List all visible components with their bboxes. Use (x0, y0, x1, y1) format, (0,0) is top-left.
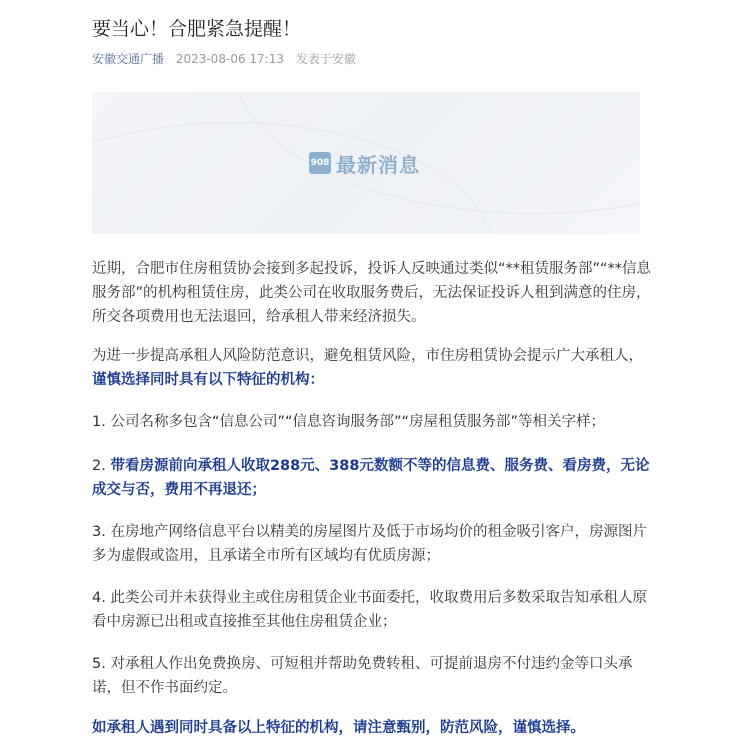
publish-location: 发表于安徽 (295, 52, 356, 66)
paragraph-closing: 如承租人遇到同时具备以上特征的机构，请注意甄别，防范风险，谨慎选择。 (92, 720, 585, 736)
publish-datetime: 2023-08-06 17:13 (175, 52, 284, 66)
paragraph-warning (92, 344, 652, 392)
article-banner-image (92, 92, 640, 234)
warning-text: 为进一步提高承租人风险防范意识，避免租赁风险，市住房租赁协会提示广大承租人， (92, 348, 643, 364)
list-item-5: 5. 对承租人作出免费换房、可短租并帮助免费转租、可提前退房不付违约金等口头承诺，但不作书面约定。 (92, 656, 633, 696)
banner-headline: 最新消息 (336, 152, 420, 177)
article-title: 要当心！合肥紧急提醒！ (92, 18, 302, 40)
author-link[interactable]: 安徽交通广播 (92, 52, 165, 66)
radio-logo-icon: 908 (309, 152, 331, 174)
banner-content (309, 149, 420, 177)
list-item-2-number: 2. (92, 458, 111, 474)
list-item-1: 1. 公司名称多包含“信息公司”“信息咨询服务部”“房屋租赁服务部”等相关字样； (92, 414, 606, 430)
article-meta (92, 50, 364, 67)
list-item-2-text: 带看房源前向承租人收取288元、388元数额不等的信息费、服务费、看房费，无论成交与否，费用不再退还； (92, 458, 650, 498)
warning-emphasis: 谨慎选择同时具有以下特征的机构： (92, 372, 324, 388)
list-item-3: 3. 在房地产网络信息平台以精美的房屋图片及低于市场均价的租金吸引客户，房源图片多为虚假或盗用，且承诺全市所有区域均有优质房源； (92, 524, 647, 564)
list-item-2 (92, 454, 652, 502)
list-item-4: 4. 此类公司并未获得业主或住房租赁企业书面委托，收取费用后多数采取告知承租人原看中房源已出租或直接推至其他住房租赁企业； (92, 590, 647, 630)
paragraph-intro: 近期，合肥市住房租赁协会接到多起投诉，投诉人反映通过类似“**租赁服务部”“**信息服务部”的机构租赁住房，此类公司在收取服务费后，无法保证投诉人租到满意的住房，所交各项费用也无法退回，给承租人带来经济损失。 (92, 261, 652, 325)
